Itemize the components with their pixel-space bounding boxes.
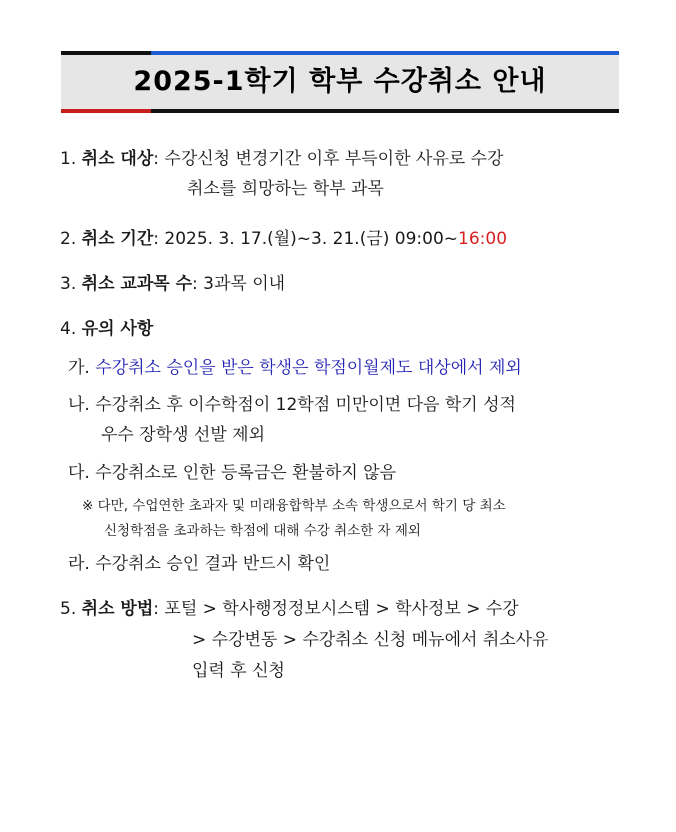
item-3-label: 취소 교과목 수 bbox=[81, 274, 193, 294]
item-4-number: 4. bbox=[60, 319, 77, 339]
item-2-period: 2025. 3. 17.(월)~3. 21.(금) 09:00~ bbox=[164, 229, 459, 249]
item-5-text-line3: 입력 후 신청 bbox=[192, 661, 285, 681]
item-2-separator: : bbox=[153, 229, 159, 249]
item-4-sub-c bbox=[68, 462, 396, 484]
item-1 bbox=[60, 148, 503, 170]
sub-c-marker: 다. bbox=[68, 463, 90, 483]
item-5 bbox=[60, 598, 519, 620]
item-5-separator: : bbox=[153, 599, 159, 619]
item-5-label: 취소 방법 bbox=[81, 599, 154, 619]
item-4 bbox=[60, 318, 153, 340]
item-2-end-time: 16:00 bbox=[458, 229, 508, 249]
sub-c-text: 수강취소로 인한 등록금은 환불하지 않음 bbox=[95, 463, 397, 483]
item-1-separator: : bbox=[153, 149, 159, 169]
item-3 bbox=[60, 273, 285, 295]
item-5-text-line2: > 수강변동 > 수강취소 신청 메뉴에서 취소사유 bbox=[192, 630, 549, 650]
item-1-label: 취소 대상 bbox=[81, 149, 154, 169]
page-title: 2025-1학기 학부 수강취소 안내 bbox=[133, 66, 547, 97]
item-5-text-line1: 포털 > 학사행정정보시스템 > 학사정보 > 수강 bbox=[164, 599, 519, 619]
item-2 bbox=[60, 228, 507, 250]
item-1-number: 1. bbox=[60, 149, 77, 169]
sub-d-marker: 라. bbox=[68, 554, 90, 574]
title-bar-bottom-black bbox=[151, 109, 619, 113]
sub-a-marker: 가. bbox=[68, 358, 90, 378]
sub-d-text: 수강취소 승인 결과 반드시 확인 bbox=[95, 554, 331, 574]
note-text-line1: 다만, 수업연한 초과자 및 미래융합학부 소속 학생으로서 학기 당 최소 bbox=[97, 498, 506, 514]
item-3-text: 3과목 이내 bbox=[203, 274, 286, 294]
item-5-number: 5. bbox=[60, 599, 77, 619]
note-marker: ※ bbox=[82, 498, 94, 514]
item-2-label: 취소 기간 bbox=[81, 229, 154, 249]
item-4-sub-b bbox=[68, 394, 516, 416]
sub-a-text: 수강취소 승인을 받은 학생은 학점이월제도 대상에서 제외 bbox=[95, 358, 522, 378]
item-4-sub-d bbox=[68, 553, 330, 575]
item-4-label: 유의 사항 bbox=[81, 319, 154, 339]
item-3-separator: : bbox=[192, 274, 198, 294]
item-2-number: 2. bbox=[60, 229, 77, 249]
item-1-text-line2: 취소를 희망하는 학부 과목 bbox=[187, 179, 384, 199]
sub-b-text-line1: 수강취소 후 이수학점이 12학점 미만이면 다음 학기 성적 bbox=[95, 395, 516, 415]
title-bar-bottom-red bbox=[61, 109, 151, 113]
sub-b-marker: 나. bbox=[68, 395, 90, 415]
sub-b-text-line2: 우수 장학생 선발 제외 bbox=[101, 425, 266, 445]
item-4-sub-a bbox=[68, 357, 522, 379]
item-1-text-line1: 수강신청 변경기간 이후 부득이한 사유로 수강 bbox=[164, 149, 504, 169]
item-4-note bbox=[82, 495, 506, 517]
item-3-number: 3. bbox=[60, 274, 77, 294]
note-text-line2: 신청학점을 초과하는 학점에 대해 수강 취소한 자 제외 bbox=[104, 523, 421, 539]
